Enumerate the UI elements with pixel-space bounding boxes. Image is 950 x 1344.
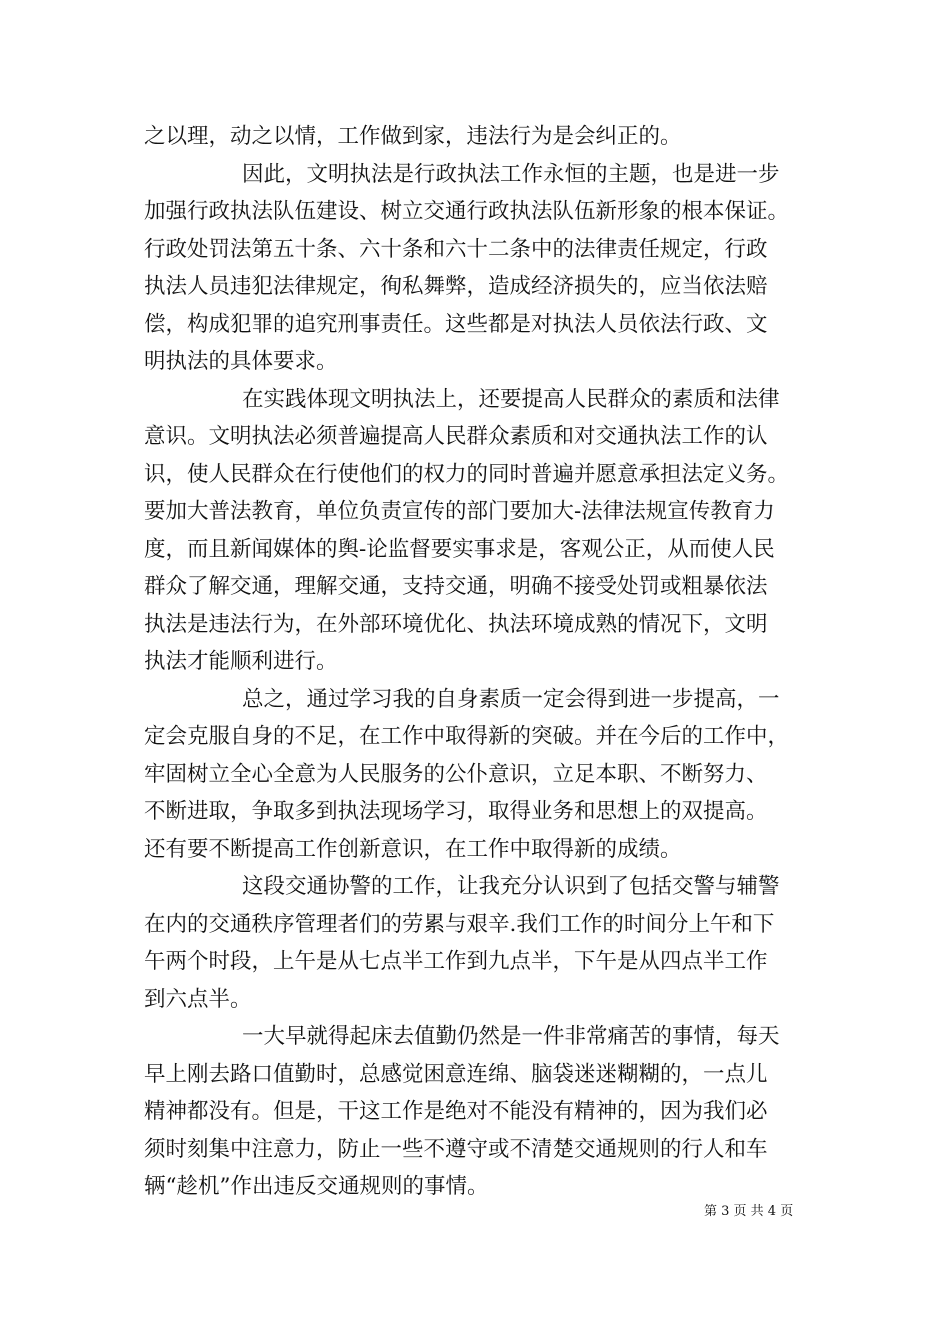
text-line: 行政处罚法第五十条、六十条和六十二条中的法律责任规定，行政 (144, 236, 768, 262)
body-text (144, 118, 810, 1206)
text-line: 不断进取，争取多到执法现场学习，取得业务和思想上的双提高。 (144, 799, 768, 824)
text-line: 这段交通协警的工作，让我充分认识到了包括交警与辅警 (242, 874, 780, 899)
text-line: 加强行政执法队伍建设、树立交通行政执法队伍新形象的根本保证。 (144, 199, 790, 224)
text-line: 到六点半。 (144, 986, 252, 1012)
page-number: 第 3 页 共 4 页 (704, 1204, 794, 1219)
text-line: 午两个时段，上午是从七点半工作到九点半，下午是从四点半工作 (144, 949, 768, 974)
text-line: 意识。文明执法必须普遍提高人民群众素质和对交通执法工作的认 (144, 424, 768, 449)
text-line: 还有要不断提高工作创新意识，在工作中取得新的成绩。 (144, 836, 682, 862)
text-line: 要加大普法教育，单位负责宣传的部门要加大-法律法规宣传教育力 (144, 499, 775, 524)
text-line: 在内的交通秩序管理者们的劳累与艰辛.我们工作的时间分上午和下 (144, 911, 775, 937)
text-line: 执法是违法行为，在外部环境优化、执法环境成熟的情况下，文明 (144, 611, 768, 637)
text-line: 须时刻集中注意力，防止一些不遵守或不清楚交通规则的行人和车 (144, 1136, 768, 1162)
text-line: 总之，通过学习我的自身素质一定会得到进一步提高，一 (242, 686, 780, 712)
text-line: 度，而且新闻媒体的舆-论监督要实事求是，客观公正，从而使人民 (144, 536, 775, 562)
text-line: 识，使人民群众在行使他们的权力的同时普遍并愿意承担法定义务。 (144, 461, 790, 487)
text-line: 之以理，动之以情，工作做到家，违法行为是会纠正的。 (144, 124, 682, 149)
text-line: 牢固树立全心全意为人民服务的公仆意识，立足本职、不断努力、 (144, 761, 768, 787)
text-line: 执法才能顺利进行。 (144, 649, 338, 674)
text-line: 群众了解交通，理解交通，支持交通，明确不接受处罚或粗暴依法 (144, 574, 768, 599)
text-line: 辆“趁机”作出违反交通规则的事情。 (144, 1174, 489, 1199)
text-line: 一大早就得起床去值勤仍然是一件非常痛苦的事情，每天 (242, 1024, 780, 1049)
text-line: 执法人员违犯法律规定，徇私舞弊，造成经济损失的，应当依法赔 (144, 274, 768, 299)
text-line: 定会克服自身的不足，在工作中取得新的突破。并在今后的工作中， (144, 724, 790, 749)
text-line: 偿，构成犯罪的追究刑事责任。这些都是对执法人员依法行政、文 (144, 311, 768, 337)
text-line: 明执法的具体要求。 (144, 349, 338, 374)
text-line: 早上刚去路口值勤时，总感觉困意连绵、脑袋迷迷糊糊的，一点儿 (144, 1061, 768, 1087)
text-line: 因此，文明执法是行政执法工作永恒的主题，也是进一步 (242, 161, 780, 187)
text-line: 在实践体现文明执法上，还要提高人民群众的素质和法律 (242, 386, 780, 412)
text-line: 精神都没有。但是，干这工作是绝对不能没有精神的，因为我们必 (144, 1099, 768, 1124)
